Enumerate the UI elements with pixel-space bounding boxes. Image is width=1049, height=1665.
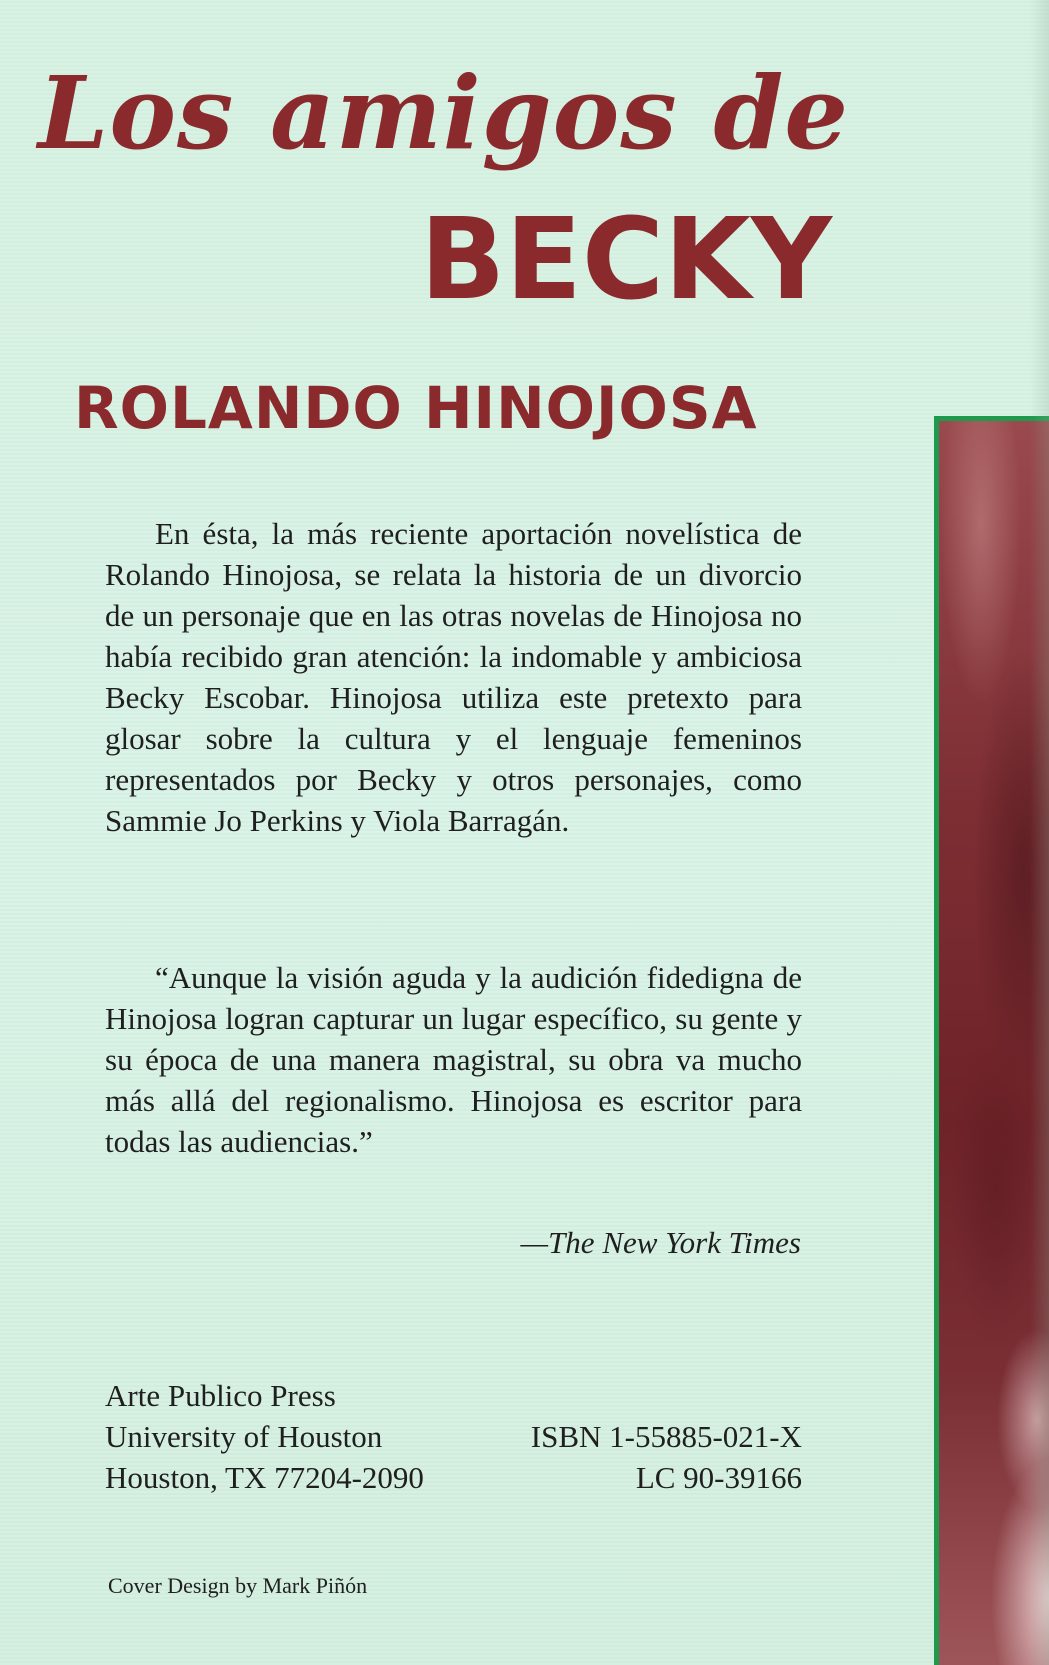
- book-blurb: En ésta, la más reciente aportación novelística de Rolando Hinojosa, se relata la historia de un divorcio de un personaje que en las otras novelas de Hinojosa no había recibido gran atención: la indomable y ambiciosa Becky Escobar. Hinojosa utiliza este pretexto para glosar sobre la cultura y el lenguaje femeninos representados por Becky y otros personajes, como Sammie Jo Perkins y Viola Barragán.: [105, 516, 802, 838]
- publisher-address-line2: Houston, TX 77204-2090: [105, 1460, 424, 1495]
- cover-design-credit: Cover Design by Mark Piñón: [108, 1573, 368, 1598]
- isbn: ISBN 1-55885-021-X: [530, 1419, 802, 1454]
- review-attribution: —The New York Times: [520, 1225, 801, 1260]
- title-main: BECKY: [420, 195, 832, 325]
- publisher-info: [105, 1375, 802, 1498]
- lc-number: LC 90-39166: [635, 1460, 802, 1495]
- author-name: ROLANDO HINOJOSA: [74, 374, 758, 442]
- publisher-row-2: [105, 1416, 802, 1457]
- publisher-row-1: [105, 1375, 802, 1416]
- publisher-name: Arte Publico Press: [105, 1378, 336, 1413]
- publisher-row-3: [105, 1457, 802, 1498]
- review-quote: “Aunque la visión aguda y la audición fidedigna de Hinojosa logran capturar un lugar específico, su gente y su época de una manera magistral, su obra va mucho más allá del regionalismo. Hinojosa es escritor para todas las audiencias.”: [105, 960, 802, 1159]
- page-edge-shadow: [1030, 0, 1049, 1665]
- title-script: Los amigos de: [38, 54, 849, 172]
- publisher-address-line1: University of Houston: [105, 1419, 383, 1454]
